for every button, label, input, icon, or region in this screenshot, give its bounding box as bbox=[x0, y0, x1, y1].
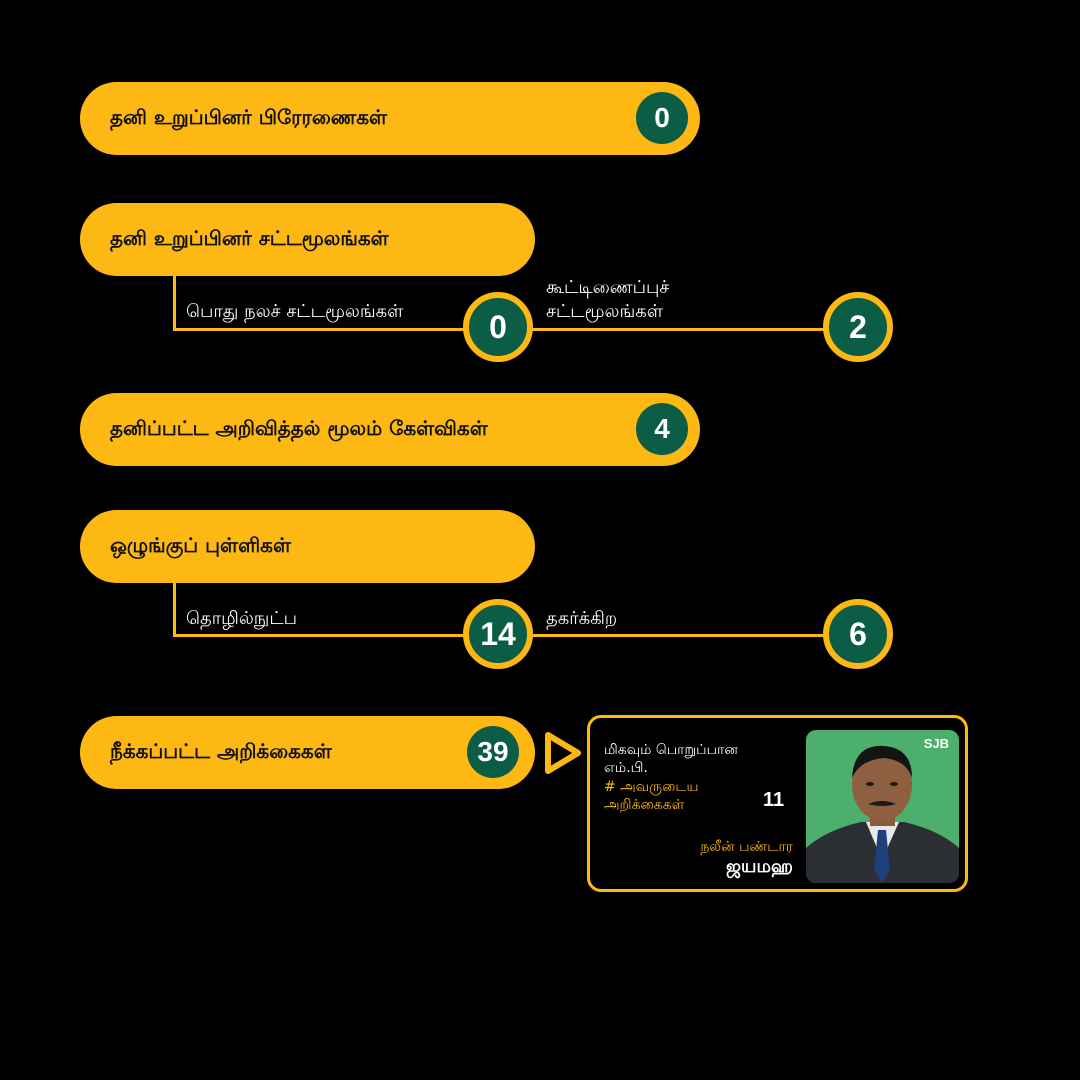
critical-count: 6 bbox=[823, 599, 893, 669]
connector-vertical bbox=[173, 276, 176, 330]
private-member-bills-label: தனி உறுப்பினர் சட்டமூலங்கள் bbox=[110, 226, 389, 250]
questions-by-notice-pill bbox=[80, 393, 700, 466]
points-of-order-pill bbox=[80, 510, 535, 583]
play-arrow-icon bbox=[543, 731, 583, 775]
responsible-mp-card bbox=[587, 715, 968, 892]
private-member-motions-label: தனி உறுப்பினர் பிரேரணைகள் bbox=[110, 105, 388, 129]
incorporation-bills-label-line1: கூட்டிணைப்புச் bbox=[546, 277, 670, 298]
private-member-bills-pill bbox=[80, 203, 535, 276]
private-member-motions-count: 0 bbox=[636, 92, 688, 144]
questions-by-notice-label: தனிப்பட்ட அறிவித்தல் மூலம் கேள்விகள் bbox=[110, 416, 488, 440]
card-title-line3: # அவருடைய bbox=[604, 779, 699, 795]
mp-last-name: ஜயமஹ bbox=[726, 856, 793, 877]
card-count: 11 bbox=[763, 789, 785, 811]
removed-statements-label: நீக்கப்பட்ட அறிக்கைகள் bbox=[110, 739, 332, 763]
mp-first-name: நலீன் பண்டார bbox=[700, 839, 793, 855]
points-of-order-label: ஒழுங்குப் புள்ளிகள் bbox=[110, 533, 292, 557]
public-bills-label: பொது நலச் சட்டமூலங்கள் bbox=[186, 301, 404, 322]
incorporation-bills-count: 2 bbox=[823, 292, 893, 362]
connector-vertical-2 bbox=[173, 583, 176, 636]
private-member-motions-pill bbox=[80, 82, 700, 155]
technical-label: தொழில்நுட்ப bbox=[186, 608, 298, 629]
mp-portrait bbox=[806, 730, 959, 883]
party-badge: SJB bbox=[923, 736, 949, 751]
incorporation-bills-label-line2: சட்டமூலங்கள் bbox=[546, 301, 664, 322]
removed-statements-pill bbox=[80, 716, 535, 789]
card-title-line4: அறிக்கைகள் bbox=[604, 797, 685, 813]
critical-label: தகர்க்கிற bbox=[546, 608, 618, 629]
card-title-line2: எம்.பி. bbox=[604, 760, 648, 776]
removed-statements-count: 39 bbox=[467, 726, 519, 778]
card-title-line1: மிகவும் பொறுப்பான bbox=[604, 742, 738, 758]
person-portrait-icon bbox=[806, 730, 959, 883]
questions-by-notice-count: 4 bbox=[636, 403, 688, 455]
technical-count: 14 bbox=[463, 599, 533, 669]
public-bills-count: 0 bbox=[463, 292, 533, 362]
